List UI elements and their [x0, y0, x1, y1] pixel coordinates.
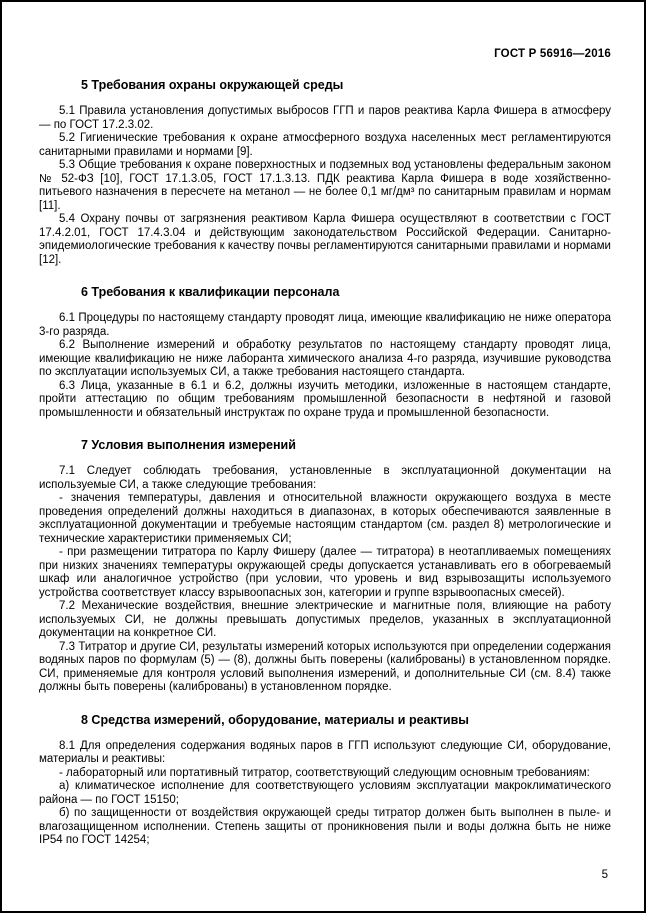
section-6-heading: 6 Требования к квалификации персонала: [81, 285, 340, 299]
section-5-heading: 5 Требования охраны окружающей среды: [81, 78, 344, 92]
paragraph: 5.2 Гигиенические требования к охране атмосферного воздуха населенных мест регламентируются санитарными правилами и нормами [9].: [39, 132, 611, 158]
paragraph: 6.1 Процедуры по настоящему стандарту проводят лица, имеющие квалификацию не ниже оператора 3-го разряда.: [39, 312, 611, 338]
paragraph: 5.1 Правила установления допустимых выбросов ГГП и паров реактива Карла Фишера в атмосферу — по ГОСТ 17.2.3.02.: [39, 105, 611, 131]
paragraph: 6.2 Выполнение измерений и обработку результатов по настоящему стандарту проводят лица, имеющие квалификацию не ниже лаборанта химического анализа 4-го разряда, изучившие руководства по эксплуатации используемых СИ, а также требования настоящего стандарта.: [39, 339, 611, 378]
doc-number: ГОСТ Р 56916—2016: [494, 48, 611, 60]
paragraph: 8.1 Для определения содержания водяных паров в ГГП используют следующие СИ, оборудование, материалы и реактивы:: [39, 739, 611, 765]
paragraph: 7.1 Следует соблюдать требования, установленные в эксплуатационной документации на используемые СИ, а также следующие требования:: [39, 465, 611, 491]
paragraph: - при размещении титратора по Карлу Фишеру (далее — титратора) в неотапливаемых помещениях при низких значениях температуры окружающей среды допускается устанавливать его в обогреваемый шкаф или аналогичное устройство (при условии, что уровень и вид взрывозащиты используемого устройства соответствует классу взрывоопасных зон, категории и группе взрывоопасных смесей).: [39, 546, 611, 599]
section-5: [39, 78, 611, 267]
paragraph: - лабораторный или портативный титратор, соответствующий следующим основным требованиям:: [59, 766, 590, 779]
section-6: [39, 285, 611, 420]
section-7-heading: 7 Условия выполнения измерений: [81, 438, 296, 452]
paragraph: 5.3 Общие требования к охране поверхностных и подземных вод установлены федеральным законом № 52-ФЗ [10], ГОСТ 17.1.3.05, ГОСТ 17.1.3.13. ПДК реактива Карла Фишера в воде хозяйственно-питьевого назначения в пересчете на метанол — не более 0,1 мг/дм³ по санитарным правилам и нормам [11].: [39, 159, 611, 212]
page-number: 5: [601, 869, 608, 881]
paragraph: б) по защищенности от воздействия окружающей среды титратор должен быть выполнен в пыле- и влагозащищенном исполнении. Степень защиты от проникновения пыли и воды должна быть не ниже IP54 по ГОСТ 14254;: [39, 807, 611, 846]
paragraph: 5.4 Охрану почвы от загрязнения реактивом Карла Фишера осуществляют в соответствии с ГОСТ 17.4.2.01, ГОСТ 17.4.3.04 и действующим законодательством Российской Федерации. Санитарно-эпидемиологические требования к качеству почвы регламентируются санитарными правилами и нормами [12].: [39, 213, 611, 266]
section-8-heading: 8 Средства измерений, оборудование, материалы и реактивы: [81, 712, 469, 727]
paragraph: 6.3 Лица, указанные в 6.1 и 6.2, должны изучить методики, изложенные в настоящем стандарте, пройти аттестацию по общим требованиям промышленной безопасности в нефтяной и газовой промышленности и обязательный инструктаж по охране труда и промышленной безопасности.: [39, 379, 611, 419]
paragraph: - значения температуры, давления и относительной влажности окружающего воздуха в месте проведения определений должны находиться в диапазонах, в которых обеспечиваются заявленные в эксплуатационной документации и требуемые настоящим стандартом (см. раздел 8) метрологические и технические характеристики применяемых СИ;: [39, 492, 611, 545]
paragraph: а) климатическое исполнение для соответствующего условиям эксплуатации макроклиматического района — по ГОСТ 15150;: [39, 780, 611, 806]
paragraph: 7.2 Механические воздействия, внешние электрические и магнитные поля, влияющие на работу используемых СИ, не должны превышать допустимых пределов, указанных в эксплуатационной документации на конкретное СИ.: [39, 600, 611, 639]
section-7: [39, 438, 611, 695]
paragraph: 7.3 Титратор и другие СИ, результаты измерений которых используются при определении содержания водяных паров по формулам (5) — (8), должны быть поверены (калиброваны) в установленном порядке. СИ, применяемые для контроля условий выполнения измерений, и дополнительные СИ (см. 8.4) также должны быть поверены (калиброваны) в установленном порядке.: [39, 640, 611, 693]
section-8: [39, 713, 611, 848]
